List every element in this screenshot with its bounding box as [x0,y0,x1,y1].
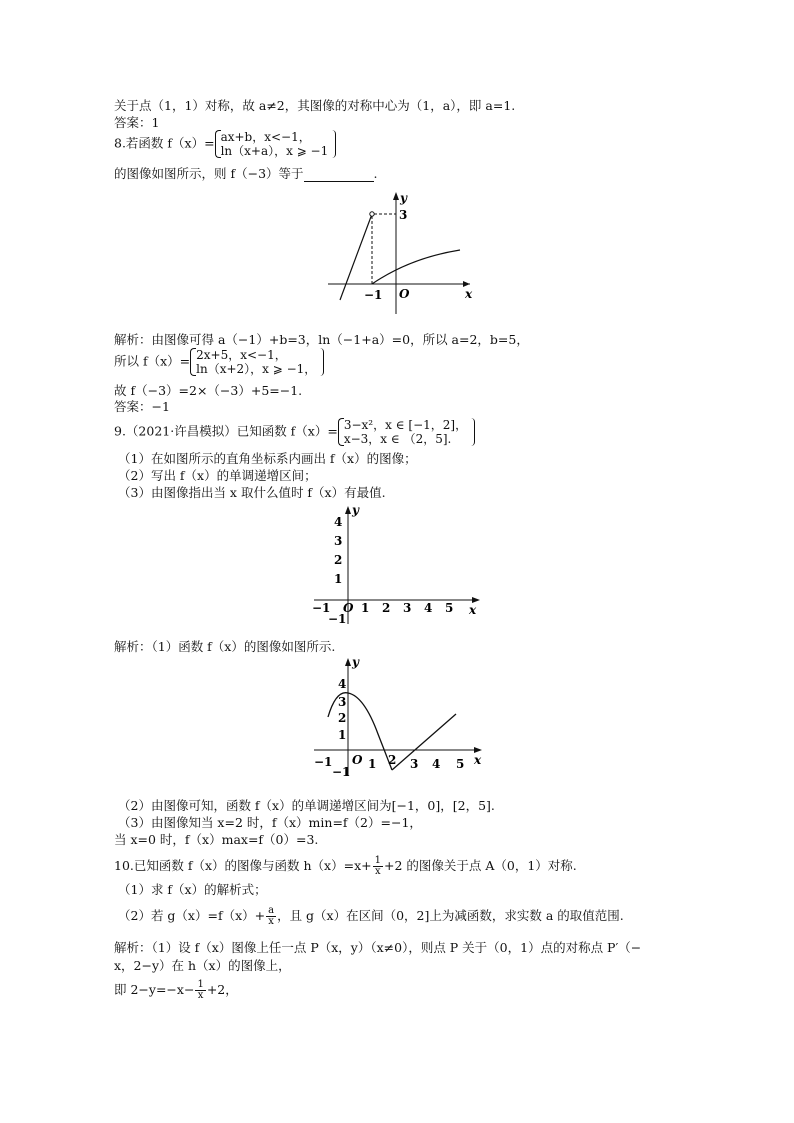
tick-label-3: 3 [399,208,408,222]
q10-part2-b: ，且 g（x）在区间（0，2]上为减函数，求实数 a 的取值范围. [277,908,624,923]
linear-branch [392,714,456,770]
denominator: x [197,990,204,1001]
fraction [195,980,205,1001]
question-9-part2: （2）写出 f（x）的单调递增区间； [118,468,317,483]
y-tick-label: 1 [338,728,347,742]
a10-text-a: 即 2−y=−x− [114,982,195,997]
figure-q8-graph [320,188,480,318]
text-line: 关于点（1，1）对称，故 a≠2，其图像的对称中心为（1，a），即 a=1. [114,98,516,113]
analysis-8-line1: 解析：由图像可得 a（−1）+b=3，ln（−1+a）=0，所以 a=2，b=5， [114,332,529,347]
x-tick-label: −1 [312,601,331,615]
tick-label-neg1: −1 [364,288,383,302]
question-10 [114,856,577,877]
numerator: a [268,905,275,916]
x-tick-label: 2 [388,753,397,767]
question-10-part2 [118,906,624,927]
q10-text-b: +2 的图像关于点 A（0，1）对称. [383,858,577,873]
answer-8: 答案：−1 [114,399,170,414]
x-tick-label: 5 [445,601,454,615]
piecewise-brace [190,348,324,376]
y-tick-label: 2 [338,711,347,725]
y-tick-label: 2 [334,553,343,567]
y-tick-label: 4 [338,677,347,691]
log-branch [372,250,460,284]
q10-part2-a: （2）若 g（x）=f（x）+ [118,908,266,923]
a10-text-b: +2， [206,982,238,997]
figure-q9-axes [306,502,488,628]
x-tick-label: 2 [382,601,391,615]
denominator: x [374,866,381,877]
y-tick-label: 3 [338,695,347,709]
y-tick-label: 3 [334,534,343,548]
x-tick-label: 1 [361,601,370,615]
analysis-9-line4: 当 x=0 时，f（x）max=f（0）=3. [114,832,319,847]
q10-text-a: 10.已知函数 f（x）的图像与函数 h（x）=x+ [114,858,372,873]
origin-label: O [343,601,354,615]
case-2: ln（x+2），x ⩾ −1， [196,362,317,376]
analysis-8-line3: 故 f（−3）=2×（−3）+5=−1. [114,383,303,398]
y-axis-arrow [345,506,351,514]
x-tick-label: −1 [314,755,333,769]
origin-label: O [352,753,363,767]
question-8-tail [114,166,378,182]
numerator: 1 [374,855,381,866]
case-1: ax+b，x<−1， [220,130,311,144]
piecewise-brace [215,130,337,158]
analysis-10-line1: 解析：（1）设 f（x）图像上任一点 P（x，y）（x≠0），则点 P 关于（0，1）点的对称点 P′（− [114,940,642,955]
numerator: 1 [197,979,204,990]
y-label: y [400,191,407,205]
q9-prefix: 9.（2021·许昌模拟）已知函数 f（x）= [114,423,338,439]
answer-blank [304,169,374,182]
answer-line: 答案：1 [114,115,160,130]
case-1: 3−x²，x ∈ [−1，2]， [343,418,468,432]
question-8 [114,130,336,158]
origin-label: O [399,287,410,301]
analysis-9-line2: （2）由图像可知，函数 f（x）的单调递增区间为[−1，0]，[2，5]. [118,798,495,813]
question-9 [114,418,475,446]
y-tick-label: −1 [332,765,351,779]
q8-tail-end: . [373,166,378,181]
denominator: x [268,916,274,927]
y-label: y [352,503,359,517]
a8-prefix: 所以 f（x）= [114,353,191,369]
open-point [370,212,374,216]
y-tick-label: 1 [334,572,343,586]
analysis-10-line2: x，2−y）在 h（x）的图像上， [114,958,291,973]
question-9-part3: （3）由图像指出当 x 取什么值时 f（x）有最值. [118,485,386,500]
x-tick-label: 3 [403,601,412,615]
question-9-part1: （1）在如图所示的直角坐标系内画出 f（x）的图像； [118,451,417,466]
case-2: x−3，x ∈ （2，5]. [343,432,452,446]
x-tick-label: 5 [456,757,465,771]
fraction [373,856,383,877]
y-axis-arrow [393,192,399,200]
x-tick-label: 4 [432,757,441,771]
case-2: ln（x+a），x ⩾ −1 [220,144,329,158]
x-tick-label: 3 [410,757,419,771]
fraction [266,906,276,927]
y-tick-label: −1 [328,612,347,626]
question-10-part1: （1）求 f（x）的解析式； [118,882,267,897]
piecewise-brace [338,418,475,446]
y-label: y [352,655,359,669]
figure-q9-graph [306,654,488,780]
x-label: x [465,287,473,301]
x-tick-label: 4 [424,601,433,615]
x-tick-label: 1 [368,757,377,771]
x-label: x [474,753,482,767]
q8-tail-text: 的图像如图所示，则 f（−3）等于 [114,166,304,181]
case-1: 2x+5，x<−1， [196,348,287,362]
analysis-10-line3 [114,980,238,1001]
analysis-9-line1: 解析：（1）函数 f（x）的图像如图所示. [114,639,336,654]
y-axis-arrow [345,658,351,666]
x-label: x [469,603,477,617]
y-tick-label: 4 [334,515,343,529]
q8-prefix: 8.若函数 f（x）= [114,135,215,151]
analysis-8-line2 [114,348,324,376]
analysis-9-line3: （3）由图像知当 x=2 时，f（x）min=f（2）=−1， [118,815,422,830]
